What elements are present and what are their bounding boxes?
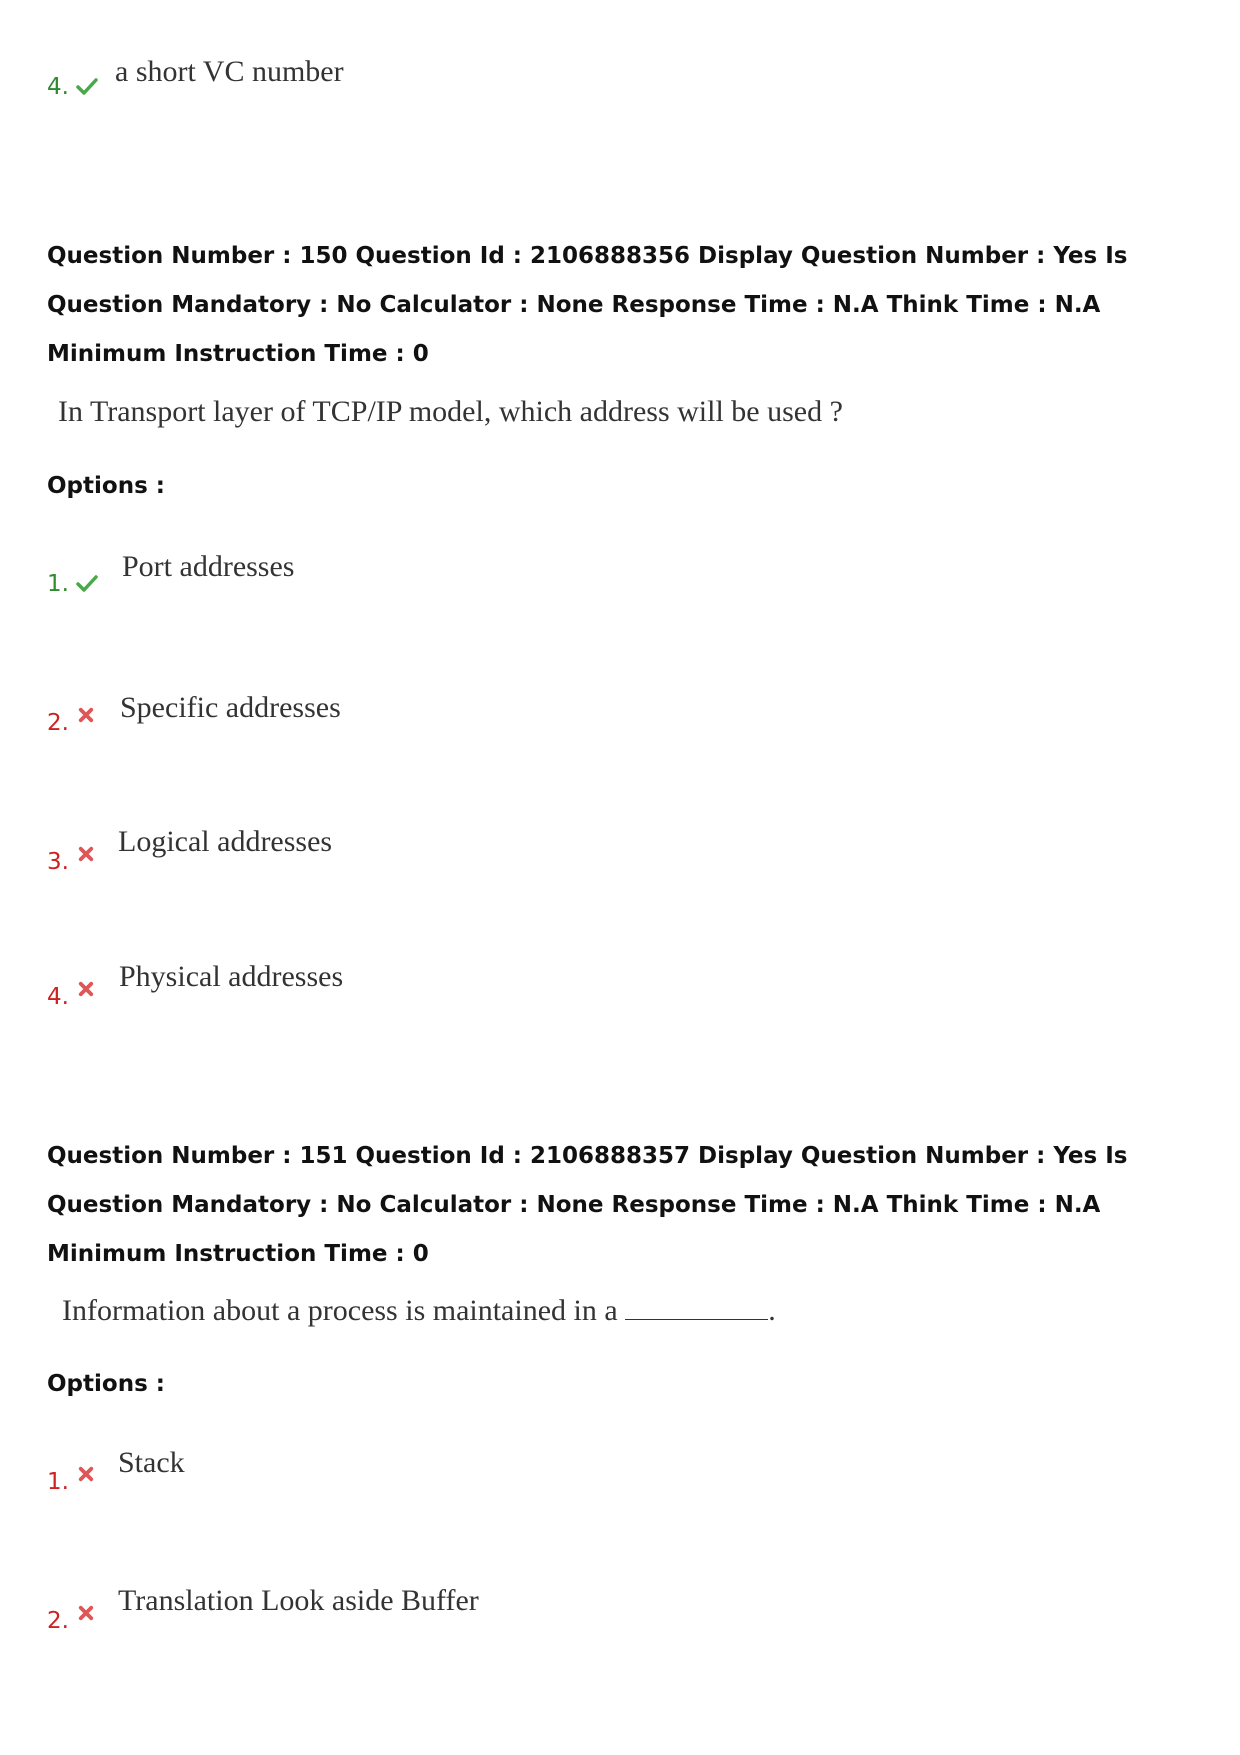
options-label: Options : [47,1371,165,1397]
option-number: 4. [47,984,69,1010]
option-number: 2. [47,710,69,736]
question-text: In Transport layer of TCP/IP model, which address will be used ? [58,395,843,428]
option-text: a short VC number [115,55,344,88]
cross-icon [77,706,95,724]
cross-icon [77,980,95,998]
cross-icon [77,845,95,863]
option-number: 2. [47,1608,69,1634]
fill-in-blank [625,1295,768,1320]
cross-icon [77,1604,95,1622]
option-text: Logical addresses [118,825,333,858]
options-label: Options : [47,473,165,499]
option-number: 4. [47,74,69,100]
check-icon [75,74,99,98]
option-text: Translation Look aside Buffer [118,1584,479,1617]
option-text: Stack [118,1446,185,1479]
check-icon [75,571,99,595]
cross-icon [77,1465,95,1483]
option-number: 3. [47,849,69,875]
option-number: 1. [47,571,69,597]
option-text: Specific addresses [120,691,341,724]
option-text: Port addresses [122,550,295,583]
question-text-suffix: . [768,1294,776,1327]
question-meta: Question Number : 150 Question Id : 2106888356 Display Question Number : Yes Is Question Mandatory : No Calculator : None Response Time : N.A Think Time : N.A Minimum Instruction Time : 0 [47,243,1128,367]
option-text: Physical addresses [119,960,344,993]
question-text [62,1294,776,1328]
option-number: 1. [47,1469,69,1495]
question-meta: Question Number : 151 Question Id : 2106888357 Display Question Number : Yes Is Question Mandatory : No Calculator : None Response Time : N.A Think Time : N.A Minimum Instruction Time : 0 [47,1143,1128,1267]
question-text-body: Information about a process is maintained in a [62,1294,618,1327]
